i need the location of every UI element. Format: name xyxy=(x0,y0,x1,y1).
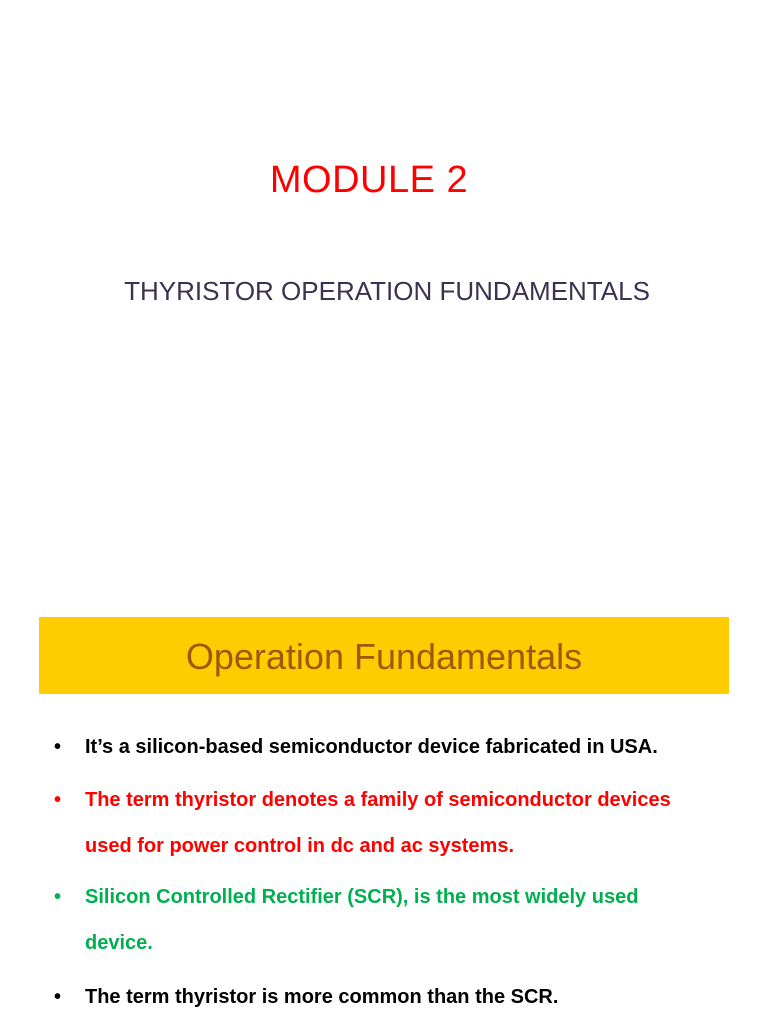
bullet-item-1 xyxy=(54,724,734,770)
bullet-item-2 xyxy=(54,777,734,869)
bullet-text: The term thyristor is more common than the SCR. xyxy=(85,986,559,1008)
bullet-dot-icon: • xyxy=(54,986,62,1008)
bullet-text: Silicon Controlled Rectifier (SCR), is the most widely used device. xyxy=(85,886,639,954)
bullet-text: It’s a silicon-based semiconductor device fabricated in USA. xyxy=(85,736,658,758)
bullet-item-3 xyxy=(54,874,734,966)
section-title: Operation Fundamentals xyxy=(185,636,583,677)
bullet-dot-icon: • xyxy=(54,886,62,908)
bullet-dot-icon: • xyxy=(54,736,62,758)
module-title: MODULE 2 xyxy=(269,159,469,201)
bullet-text: The term thyristor denotes a family of semiconductor devices used for power control in dc and ac systems. xyxy=(85,789,671,857)
module-subtitle: THYRISTOR OPERATION FUNDAMENTALS xyxy=(124,276,650,306)
bullet-dot-icon: • xyxy=(54,789,62,811)
bullet-item-4 xyxy=(54,974,734,1020)
